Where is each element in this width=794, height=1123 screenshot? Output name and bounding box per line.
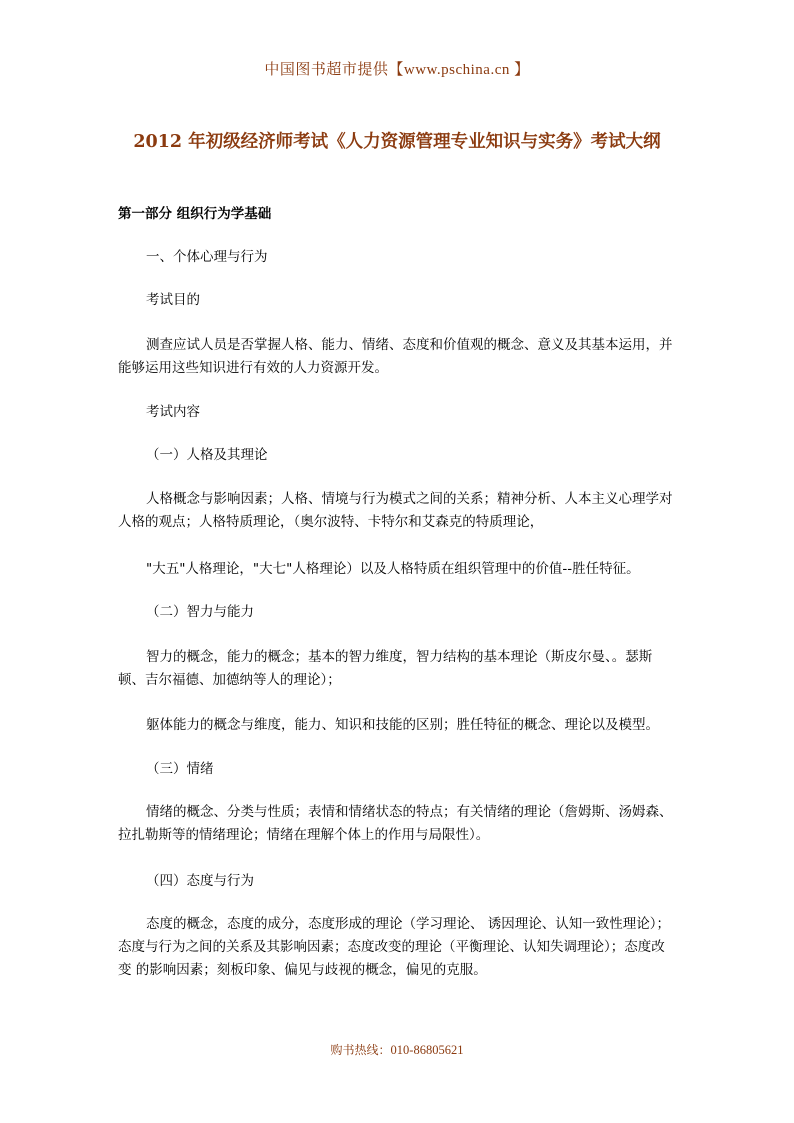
page-footer [0, 1041, 794, 1058]
section-heading-intelligence: （二）智力与能力 [146, 604, 254, 620]
page-header [0, 58, 794, 79]
exam-purpose-heading: 考试目的 [146, 292, 200, 308]
document-title: 2012 年初级经济师考试《人力资源管理专业知识与实务》考试大纲 [133, 132, 661, 152]
exam-purpose-text: 测查应试人员是否掌握人格、能力、情绪、态度和价值观的概念、意义及其基本运用，并能够运用这些知识进行有效的人力资源开发。 [118, 337, 673, 376]
header-suffix: 】 [514, 60, 530, 78]
paragraph-big-five: "大五"人格理论，"大七"人格理论）以及人格特质在组织管理中的价值--胜任特征。 [146, 561, 640, 577]
part-heading: 第一部分 组织行为学基础 [118, 206, 272, 222]
paragraph-intelligence: 智力的概念，能力的概念；基本的智力维度，智力结构的基本理论（斯皮尔曼、。瑟斯顿、吉尔福德、加德纳等人的理论）； [118, 649, 653, 688]
footer-phone: 010-86805621 [390, 1043, 464, 1057]
exam-content-heading: 考试内容 [146, 404, 200, 420]
paragraph-emotion: 情绪的概念、分类与性质；表情和情绪状态的特点；有关情绪的理论（詹姆斯、汤姆森、拉扎勒斯等的情绪理论；情绪在理解个体上的作用与局限性）。 [118, 804, 673, 843]
header-url-link[interactable]: www.pschina.cn [403, 62, 515, 78]
header-prefix: 中国图书超市提供【 [264, 60, 404, 78]
section-heading-emotion: （三）情绪 [146, 761, 214, 777]
section-heading-attitude: （四）态度与行为 [146, 873, 254, 889]
footer-label: 购书热线： [330, 1043, 391, 1057]
paragraph-personality: 人格概念与影响因素；人格、情境与行为模式之间的关系；精神分析、人本主义心理学对人格的观点；人格特质理论，（奥尔波特、卡特尔和艾森克的特质理论， [118, 491, 673, 530]
paragraph-physical-ability: 躯体能力的概念与维度，能力、知识和技能的区别；胜任特征的概念、理论以及模型。 [146, 717, 659, 733]
chapter-heading: 一、个体心理与行为 [146, 249, 268, 265]
paragraph-attitude: 态度的概念，态度的成分，态度形成的理论（学习理论、 诱因理论、认知一致性理论）；态度与行为之间的关系及其影响因素；态度改变的理论（平衡理论、认知失调理论）；态度改变 的影响因素；刻板印象、偏见与歧视的概念，偏见的克服。 [118, 916, 671, 978]
section-heading-personality: （一）人格及其理论 [146, 447, 268, 463]
